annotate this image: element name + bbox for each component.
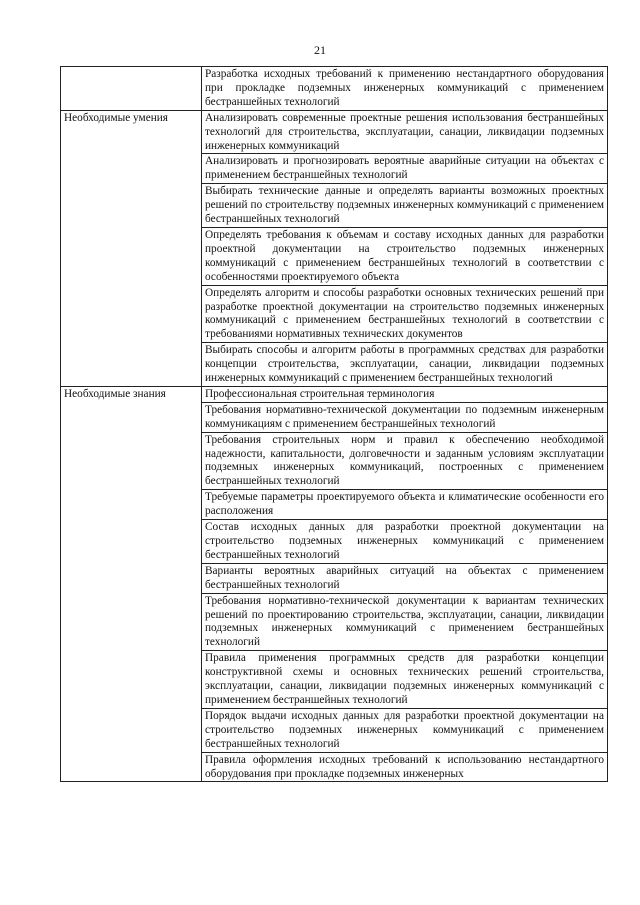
requirement-text: Требования строительных норм и правил к обеспечению необходимой надежности, капитальности, долговечности и заданным условиям эксплуатации подземных инженерных коммуникаций, построенных с применением бестраншейных технологий xyxy=(202,432,608,490)
requirements-table xyxy=(60,66,608,782)
table-row xyxy=(61,110,608,154)
requirement-text: Выбирать технические данные и определять варианты возможных проектных решений по строительству подземных инженерных коммуникаций с применением бестраншейных технологий xyxy=(202,184,608,228)
table-row xyxy=(61,386,608,402)
requirement-text: Разработка исходных требований к применению нестандартного оборудования при прокладке подземных инженерных коммуникаций с применением бестраншейных технологий xyxy=(202,67,608,111)
requirement-text: Порядок выдачи исходных данных для разработки проектной документации на строительство подземных инженерных коммуникаций с применением бестраншейных технологий xyxy=(202,708,608,752)
requirement-text: Варианты вероятных аварийных ситуаций на объектах с применением бестраншейных технологий xyxy=(202,563,608,593)
requirement-text: Правила оформления исходных требований к использованию нестандартного оборудования при прокладке подземных инженерных xyxy=(202,752,608,782)
requirement-text: Анализировать и прогнозировать вероятные аварийные ситуации на объектах с применением бестраншейных технологий xyxy=(202,154,608,184)
requirement-text: Требуемые параметры проектируемого объекта и климатические особенности его расположения xyxy=(202,490,608,520)
requirement-text: Состав исходных данных для разработки проектной документации на строительство подземных инженерных коммуникаций с применением бестраншейных технологий xyxy=(202,520,608,564)
page-number: 21 xyxy=(314,43,326,57)
requirement-text: Определять алгоритм и способы разработки основных технических решений при разработке проектной документации на строительство подземных инженерных коммуникаций с применением бестраншейных технологий в соответствии с требованиями нормативных технических документов xyxy=(202,285,608,343)
requirements-table-body xyxy=(61,67,608,782)
requirement-text: Правила применения программных средств для разработки концепции конструктивной схемы и основных технических решений строительства, эксплуатации, санации, ликвидации подземных инженерных коммуникаций с применением бестраншейных технологий xyxy=(202,651,608,709)
requirement-text: Требования нормативно-технической документации по подземным инженерным коммуникациям с применением бестраншейных технологий xyxy=(202,402,608,432)
table-row xyxy=(61,67,608,111)
requirement-text: Выбирать способы и алгоритм работы в программных средствах для разработки концепции строительства, эксплуатации, санации, ликвидации подземных инженерных коммуникаций с применением бестраншейных технологий xyxy=(202,343,608,387)
row-label: Необходимые знания xyxy=(61,386,202,781)
row-label: Необходимые умения xyxy=(61,110,202,386)
requirement-text: Профессиональная строительная терминология xyxy=(202,386,608,402)
requirement-text: Определять требования к объемам и составу исходных данных для разработки проектной документации на строительство подземных инженерных коммуникаций с применением бестраншейных технологий в соответствии с особенностями проектируемого объекта xyxy=(202,227,608,285)
requirement-text: Требования нормативно-технической документации к вариантам технических решений по проектированию строительства, эксплуатации, санации, ликвидации подземных инженерных коммуникаций с применением бестраншейных технологий xyxy=(202,593,608,651)
requirement-text: Анализировать современные проектные решения использования бестраншейных технологий для строительства, эксплуатации, санации, ликвидации подземных инженерных коммуникаций xyxy=(202,110,608,154)
row-label-empty xyxy=(61,67,202,111)
